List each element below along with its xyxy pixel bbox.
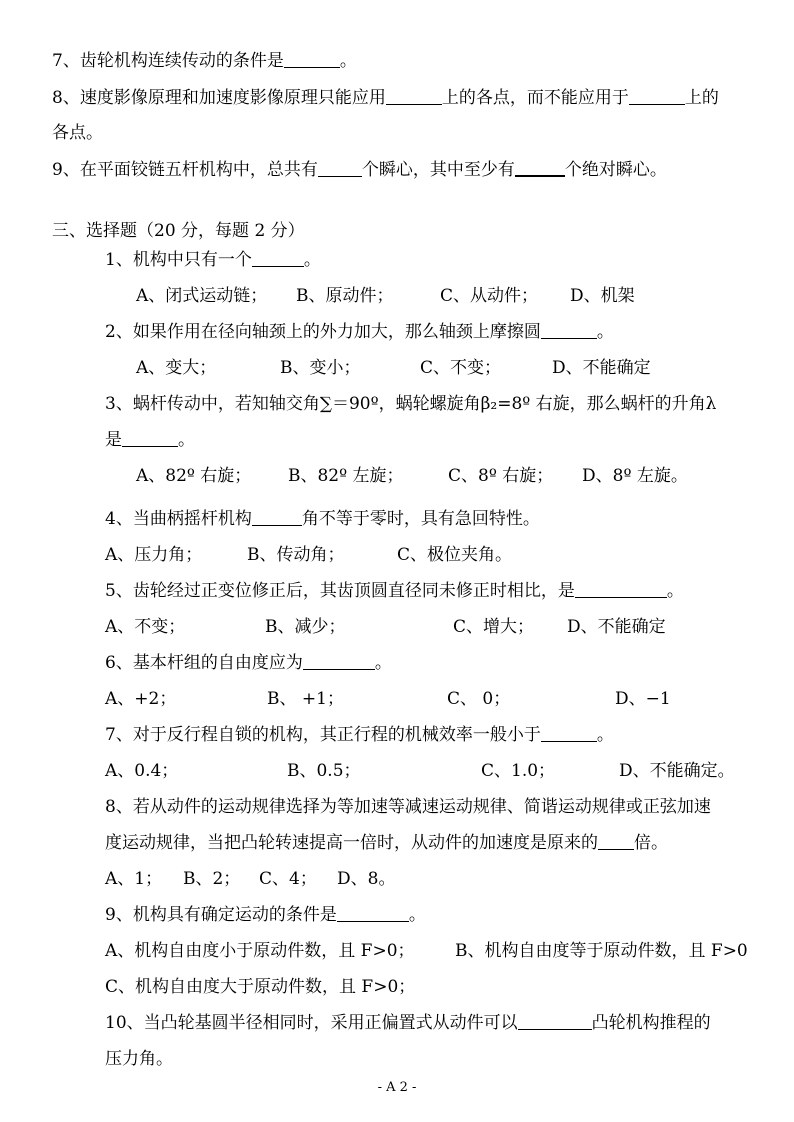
option-d: D、8º 左旋。 — [582, 466, 688, 486]
choice-q7-stem — [105, 724, 614, 746]
choice-q8-stem-line1: 8、若从动件的运动规律选择为等加速等减速运动规律、简谐运动规律或正弦加速 — [105, 797, 711, 817]
choice-q2-stem — [105, 321, 614, 343]
stem-text: 1、机构中只有一个 — [105, 250, 252, 270]
stem-end: 。 — [303, 250, 321, 270]
stem-text: 10、当凸轮基圆半径相同时，采用正偏置式从动件可以 — [105, 1013, 518, 1033]
option-b: B、2； — [183, 869, 241, 889]
answer-blank — [284, 51, 340, 68]
choice-q9-stem — [105, 904, 426, 926]
option-c: C、增大； — [453, 617, 535, 637]
option-d: D、8。 — [337, 869, 396, 889]
option-d: D、机架 — [570, 286, 635, 306]
stem-end: 角不等于零时，具有急回特性。 — [301, 509, 540, 529]
fill-q8-line2: 各点。 — [52, 123, 103, 143]
fill-q8-stem-a: 8、速度影像原理和加速度影像原理只能应用 — [52, 88, 386, 108]
fill-q9-stem-c: 个绝对瞬心。 — [564, 160, 667, 180]
stem-text: 2、如果作用在径向轴颈上的外力加大，那么轴颈上摩擦圆 — [105, 322, 541, 342]
stem-text: 度运动规律，当把凸轮转速提高一倍时，从动件的加速度是原来的 — [105, 833, 598, 853]
option-c: C、4； — [259, 869, 317, 889]
fill-q8-line1 — [52, 87, 719, 109]
answer-blank — [386, 88, 442, 105]
stem-end: 倍。 — [634, 833, 668, 853]
stem-end: 。 — [666, 581, 684, 601]
stem-end: 。 — [596, 725, 614, 745]
option-b: B、原动件； — [296, 286, 394, 306]
stem-end: 。 — [408, 905, 426, 925]
stem-text: 7、对于反行程自锁的机构，其正行程的机械效率一般小于 — [105, 725, 541, 745]
option-a: A、82º 右旋； — [136, 466, 252, 486]
stem-text: 6、基本杆组的自由度应为 — [105, 653, 303, 673]
option-b: B、减少； — [265, 617, 346, 637]
option-a: A、压力角； — [105, 545, 203, 565]
answer-blank — [518, 1013, 592, 1030]
fill-q7-end: 。 — [339, 51, 357, 71]
option-a: A、变大； — [136, 358, 217, 378]
option-c: C、不变； — [420, 358, 502, 378]
option-c: C、 0； — [447, 689, 511, 709]
answer-blank — [318, 160, 362, 177]
answer-blank — [541, 322, 597, 339]
stem-text: 4、当曲柄摇杆机构 — [105, 509, 252, 529]
choice-q4-stem — [105, 508, 540, 530]
stem-text: 5、齿轮经过正变位修正后，其齿顶圆直径同未修正时相比，是 — [105, 581, 575, 601]
choice-q10-stem-line1 — [105, 1012, 711, 1034]
option-a: A、不变； — [105, 617, 186, 637]
option-b: B、82º 左旋； — [288, 466, 404, 486]
option-b: B、变小； — [280, 358, 361, 378]
option-b: B、 +1； — [267, 689, 344, 709]
stem-text: 9、机构具有确定运动的条件是 — [105, 905, 337, 925]
choice-q8-stem-line2 — [105, 832, 668, 854]
stem-end: 。 — [178, 430, 195, 450]
choice-q1-stem — [105, 249, 321, 271]
option-c: C、极位夹角。 — [397, 545, 513, 565]
fill-q9 — [52, 159, 667, 181]
choice-q3-stem-line2 — [105, 429, 195, 451]
option-c: C、1.0； — [481, 761, 556, 781]
fill-q8-stem-b: 上的各点，而不能应用于 — [441, 88, 629, 108]
answer-blank — [122, 430, 178, 447]
option-d: D、不能确定 — [567, 617, 666, 637]
option-a: A、0.4； — [105, 761, 179, 781]
answer-blank — [252, 250, 304, 267]
choice-q9-options-row2 — [105, 976, 415, 998]
option-c: C、8º 右旋； — [448, 466, 554, 486]
choice-q3-stem-line1: 3、蜗杆传动中，若知轴交角∑＝90º，蜗轮螺旋角β₂=8º 右旋，那么蜗杆的升角λ — [105, 394, 717, 414]
choice-q5-stem — [105, 580, 684, 602]
fill-q9-stem-a: 9、在平面铰链五杆机构中，总共有 — [52, 160, 318, 180]
page-number: - A 2 - — [377, 1080, 417, 1095]
stem-text: 是 — [105, 430, 122, 450]
answer-blank — [252, 509, 302, 526]
fill-q7-stem: 7、齿轮机构连续传动的条件是 — [52, 51, 284, 71]
option-a: A、闭式运动链； — [136, 286, 268, 306]
choice-q10-stem-line2: 压力角。 — [105, 1049, 173, 1069]
answer-blank — [541, 725, 597, 742]
answer-blank — [575, 581, 667, 598]
fill-q8-stem-c: 上的 — [684, 88, 719, 108]
option-b: B、0.5； — [287, 761, 361, 781]
stem-end: 凸轮机构推程的 — [591, 1013, 711, 1033]
stem-end: 。 — [596, 322, 614, 342]
choice-q6-stem — [105, 652, 392, 674]
answer-blank — [303, 653, 375, 670]
option-d: D、−1 — [615, 689, 671, 709]
answer-blank — [598, 833, 634, 850]
fill-q7 — [52, 50, 357, 72]
answer-blank — [515, 159, 565, 177]
option-c: C、从动件； — [440, 286, 539, 306]
answer-blank — [337, 905, 409, 922]
option-b: B、机构自由度等于原动件数，且 F>0 — [455, 941, 748, 961]
fill-q9-stem-b: 个瞬心，其中至少有 — [361, 160, 515, 180]
option-a: A、+2； — [105, 689, 177, 709]
option-a: A、机构自由度小于原动件数，且 F>0； — [105, 941, 415, 961]
option-d: D、不能确定。 — [619, 761, 735, 781]
section-heading: 三、选择题（20 分，每题 2 分） — [52, 221, 305, 241]
stem-end: 。 — [374, 653, 392, 673]
option-a: A、1； — [105, 869, 163, 889]
option-c: C、机构自由度大于原动件数，且 F>0； — [105, 977, 416, 997]
answer-blank — [629, 88, 685, 105]
option-b: B、传动角； — [247, 545, 345, 565]
option-d: D、不能确定 — [552, 358, 651, 378]
